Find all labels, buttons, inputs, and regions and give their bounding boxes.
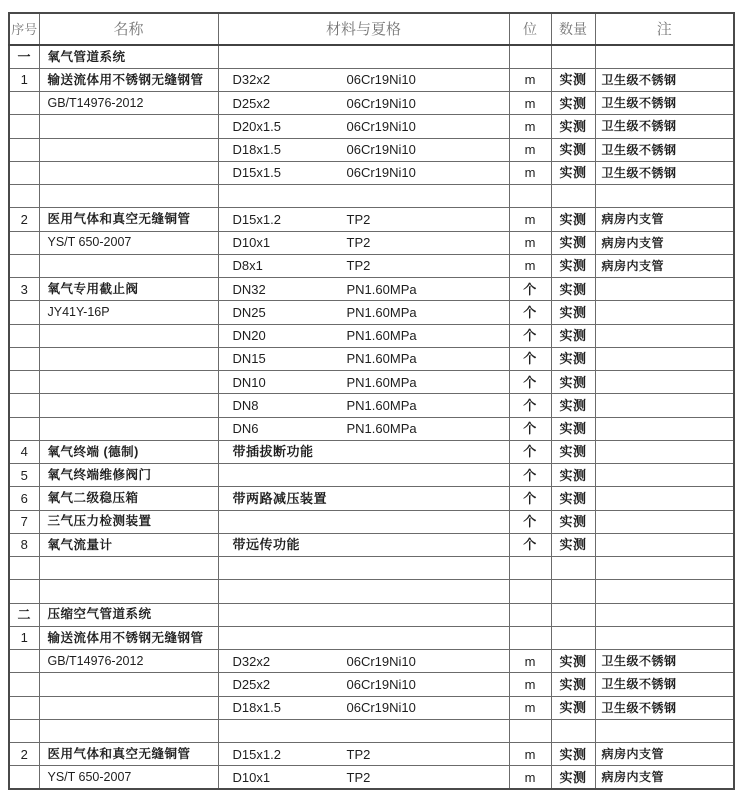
table-row: [9, 92, 734, 115]
cell-quantity: 实测: [551, 696, 595, 719]
cell-unit: m: [509, 254, 551, 277]
material-value: TP2: [346, 258, 371, 274]
cell-note: [595, 301, 734, 324]
cell-name: 氧气二级稳压箱: [39, 487, 218, 510]
spec-value: D32x2: [232, 653, 271, 669]
spec-value: DN20: [232, 328, 266, 344]
material-value: PN1.60MPa: [346, 351, 417, 367]
cell-material-spec: [218, 115, 509, 138]
spec-value: D32x2: [232, 72, 271, 88]
cell-quantity: [551, 580, 595, 603]
header-row: [9, 13, 734, 45]
cell-serial-no: 2: [9, 208, 39, 231]
cell-material-spec: [218, 673, 509, 696]
cell-unit: 个: [509, 347, 551, 370]
cell-unit: 个: [509, 533, 551, 556]
cell-note: [595, 371, 734, 394]
table-row: [9, 254, 734, 277]
cell-serial-no: [9, 673, 39, 696]
cell-quantity: 实测: [551, 533, 595, 556]
table-row: [9, 371, 734, 394]
cell-quantity: 实测: [551, 417, 595, 440]
cell-unit: m: [509, 231, 551, 254]
cell-note: 卫生级不锈钢: [595, 673, 734, 696]
cell-unit: [509, 626, 551, 649]
cell-serial-no: [9, 580, 39, 603]
cell-note: 卫生级不锈钢: [595, 650, 734, 673]
cell-material-spec: [218, 324, 509, 347]
cell-serial-no: [9, 161, 39, 184]
cell-material-spec: [218, 626, 509, 649]
cell-name: GB/T14976-2012: [39, 650, 218, 673]
cell-name: [39, 185, 218, 208]
cell-unit: m: [509, 208, 551, 231]
table-row: [9, 301, 734, 324]
spec-value: D25x2: [232, 676, 271, 692]
cell-quantity: 实测: [551, 231, 595, 254]
spec-value: D15x1.5: [232, 165, 281, 181]
cell-quantity: [551, 603, 595, 626]
cell-material-spec: [218, 254, 509, 277]
cell-material-spec: [218, 371, 509, 394]
cell-note: [595, 324, 734, 347]
cell-note: 病房内支管: [595, 208, 734, 231]
table-row: [9, 185, 734, 208]
cell-serial-no: [9, 138, 39, 161]
table-row: [9, 417, 734, 440]
cell-serial-no: [9, 254, 39, 277]
table-row: [9, 394, 734, 417]
cell-material-spec: [218, 696, 509, 719]
table-row: [9, 743, 734, 766]
spec-value: 带插拔断功能: [232, 444, 314, 460]
table-row: [9, 580, 734, 603]
cell-quantity: [551, 719, 595, 742]
cell-name: [39, 254, 218, 277]
col-header-serial-no: 序号: [9, 13, 39, 45]
material-value: PN1.60MPa: [346, 328, 417, 344]
cell-unit: 个: [509, 301, 551, 324]
cell-quantity: 实测: [551, 464, 595, 487]
cell-name: 氧气终端维修阀门: [39, 464, 218, 487]
table-row: [9, 138, 734, 161]
table-row: [9, 650, 734, 673]
cell-note: 卫生级不锈钢: [595, 68, 734, 91]
cell-material-spec: [218, 301, 509, 324]
cell-serial-no: 3: [9, 278, 39, 301]
cell-note: [595, 45, 734, 68]
cell-note: [595, 487, 734, 510]
material-value: 06Cr19Ni10: [346, 118, 416, 134]
material-spec-table: [8, 12, 735, 790]
cell-name: [39, 394, 218, 417]
cell-name: 压缩空气管道系统: [39, 603, 218, 626]
cell-unit: [509, 557, 551, 580]
cell-name: [39, 371, 218, 394]
cell-material-spec: [218, 278, 509, 301]
cell-serial-no: [9, 185, 39, 208]
cell-material-spec: [218, 394, 509, 417]
cell-name: [39, 719, 218, 742]
material-value: 06Cr19Ni10: [346, 676, 416, 692]
cell-name: JY41Y-16P: [39, 301, 218, 324]
cell-quantity: [551, 45, 595, 68]
cell-quantity: 实测: [551, 324, 595, 347]
table-header: [9, 13, 734, 45]
cell-name: [39, 138, 218, 161]
cell-serial-no: [9, 371, 39, 394]
cell-note: [595, 417, 734, 440]
cell-unit: m: [509, 766, 551, 789]
spec-value: D15x1.2: [232, 746, 281, 762]
material-value: 06Cr19Ni10: [346, 165, 416, 181]
table-row: [9, 161, 734, 184]
cell-unit: 个: [509, 464, 551, 487]
cell-unit: 个: [509, 487, 551, 510]
cell-quantity: 实测: [551, 138, 595, 161]
cell-unit: m: [509, 696, 551, 719]
spec-value: D15x1.2: [232, 211, 281, 227]
spec-value: DN6: [232, 421, 259, 437]
cell-note: 病房内支管: [595, 254, 734, 277]
table-row: [9, 533, 734, 556]
material-value: TP2: [346, 769, 371, 785]
col-header-name: 名称: [39, 13, 218, 45]
cell-serial-no: 6: [9, 487, 39, 510]
cell-material-spec: [218, 533, 509, 556]
cell-quantity: 实测: [551, 743, 595, 766]
cell-unit: m: [509, 743, 551, 766]
cell-name: 氧气流量计: [39, 533, 218, 556]
cell-quantity: 实测: [551, 371, 595, 394]
cell-note: 病房内支管: [595, 766, 734, 789]
cell-serial-no: [9, 115, 39, 138]
table-row: [9, 673, 734, 696]
spec-value: D10x1: [232, 235, 271, 251]
cell-serial-no: 1: [9, 626, 39, 649]
cell-quantity: 实测: [551, 650, 595, 673]
cell-unit: m: [509, 673, 551, 696]
cell-name: YS/T 650-2007: [39, 766, 218, 789]
cell-serial-no: [9, 324, 39, 347]
cell-name: 氧气终端 (德制): [39, 440, 218, 463]
spec-value: D18x1.5: [232, 700, 281, 716]
table-row: [9, 510, 734, 533]
cell-name: 医用气体和真空无缝铜管: [39, 743, 218, 766]
cell-serial-no: [9, 766, 39, 789]
cell-material-spec: [218, 68, 509, 91]
cell-serial-no: [9, 719, 39, 742]
cell-unit: 个: [509, 324, 551, 347]
cell-material-spec: [218, 510, 509, 533]
cell-quantity: 实测: [551, 92, 595, 115]
material-value: PN1.60MPa: [346, 304, 417, 320]
cell-name: [39, 324, 218, 347]
cell-quantity: 实测: [551, 254, 595, 277]
cell-serial-no: [9, 347, 39, 370]
cell-quantity: 实测: [551, 394, 595, 417]
col-header-quantity: 数量: [551, 13, 595, 45]
cell-serial-no: 一: [9, 45, 39, 68]
cell-unit: [509, 603, 551, 626]
spec-value: D18x1.5: [232, 142, 281, 158]
cell-serial-no: [9, 696, 39, 719]
cell-material-spec: [218, 347, 509, 370]
cell-material-spec: [218, 92, 509, 115]
cell-material-spec: [218, 208, 509, 231]
cell-note: [595, 557, 734, 580]
material-value: 06Cr19Ni10: [346, 72, 416, 88]
table-row: [9, 68, 734, 91]
cell-material-spec: [218, 487, 509, 510]
table-row: [9, 487, 734, 510]
cell-quantity: 实测: [551, 115, 595, 138]
cell-name: [39, 161, 218, 184]
cell-note: 卫生级不锈钢: [595, 92, 734, 115]
cell-serial-no: [9, 650, 39, 673]
cell-unit: m: [509, 115, 551, 138]
cell-unit: [509, 719, 551, 742]
cell-material-spec: [218, 603, 509, 626]
cell-quantity: 实测: [551, 161, 595, 184]
col-header-material-spec: 材料与夏格: [218, 13, 509, 45]
spec-value: 带两路减压装置: [232, 490, 328, 506]
spec-value: DN10: [232, 374, 266, 390]
cell-material-spec: [218, 766, 509, 789]
table-row: [9, 324, 734, 347]
cell-unit: 个: [509, 440, 551, 463]
cell-material-spec: [218, 185, 509, 208]
cell-material-spec: [218, 580, 509, 603]
cell-name: YS/T 650-2007: [39, 231, 218, 254]
cell-unit: 个: [509, 510, 551, 533]
cell-note: 卫生级不锈钢: [595, 696, 734, 719]
cell-name: [39, 417, 218, 440]
cell-unit: m: [509, 161, 551, 184]
cell-material-spec: [218, 743, 509, 766]
cell-serial-no: 8: [9, 533, 39, 556]
material-value: PN1.60MPa: [346, 374, 417, 390]
cell-serial-no: [9, 417, 39, 440]
cell-material-spec: [218, 440, 509, 463]
cell-name: 氧气专用截止阀: [39, 278, 218, 301]
cell-material-spec: [218, 719, 509, 742]
cell-quantity: [551, 557, 595, 580]
cell-note: 卫生级不锈钢: [595, 161, 734, 184]
cell-name: [39, 696, 218, 719]
spec-value: D8x1: [232, 258, 263, 274]
cell-serial-no: 5: [9, 464, 39, 487]
cell-quantity: 实测: [551, 766, 595, 789]
cell-quantity: 实测: [551, 68, 595, 91]
cell-quantity: 实测: [551, 278, 595, 301]
cell-material-spec: [218, 231, 509, 254]
spec-value: DN8: [232, 397, 259, 413]
cell-note: 病房内支管: [595, 743, 734, 766]
material-value: PN1.60MPa: [346, 281, 417, 297]
cell-note: 卫生级不锈钢: [595, 138, 734, 161]
drawing-sheet: [8, 12, 735, 790]
cell-name: [39, 673, 218, 696]
cell-unit: 个: [509, 394, 551, 417]
table-row: [9, 626, 734, 649]
cell-unit: m: [509, 138, 551, 161]
cell-quantity: 实测: [551, 673, 595, 696]
cell-unit: [509, 45, 551, 68]
table-row: [9, 603, 734, 626]
cell-note: [595, 580, 734, 603]
table-row: [9, 45, 734, 68]
cell-name: 三气压力检测装置: [39, 510, 218, 533]
cell-quantity: 实测: [551, 510, 595, 533]
cell-quantity: 实测: [551, 347, 595, 370]
cell-unit: 个: [509, 278, 551, 301]
cell-quantity: 实测: [551, 487, 595, 510]
material-value: PN1.60MPa: [346, 397, 417, 413]
cell-note: [595, 533, 734, 556]
table-row: [9, 231, 734, 254]
cell-name: 医用气体和真空无缝铜管: [39, 208, 218, 231]
cell-name: 氧气管道系统: [39, 45, 218, 68]
material-value: PN1.60MPa: [346, 421, 417, 437]
material-value: 06Cr19Ni10: [346, 653, 416, 669]
cell-serial-no: 二: [9, 603, 39, 626]
cell-quantity: 实测: [551, 440, 595, 463]
spec-value: 带远传功能: [232, 537, 301, 553]
cell-unit: 个: [509, 371, 551, 394]
cell-note: [595, 719, 734, 742]
material-value: 06Cr19Ni10: [346, 142, 416, 158]
cell-material-spec: [218, 650, 509, 673]
col-header-unit: 位: [509, 13, 551, 45]
cell-note: [595, 464, 734, 487]
cell-unit: [509, 580, 551, 603]
cell-serial-no: [9, 92, 39, 115]
cell-serial-no: 7: [9, 510, 39, 533]
cell-note: [595, 185, 734, 208]
material-value: TP2: [346, 211, 371, 227]
table-row: [9, 278, 734, 301]
spec-value: DN25: [232, 304, 266, 320]
table-row: [9, 696, 734, 719]
cell-material-spec: [218, 161, 509, 184]
cell-name: [39, 347, 218, 370]
cell-note: [595, 278, 734, 301]
cell-name: 输送流体用不锈钢无缝钢管: [39, 68, 218, 91]
cell-quantity: 实测: [551, 301, 595, 324]
cell-unit: 个: [509, 417, 551, 440]
spec-value: D25x2: [232, 95, 271, 111]
cell-note: [595, 347, 734, 370]
cell-name: 输送流体用不锈钢无缝钢管: [39, 626, 218, 649]
cell-material-spec: [218, 557, 509, 580]
cell-note: 卫生级不锈钢: [595, 115, 734, 138]
cell-name: [39, 115, 218, 138]
cell-note: [595, 394, 734, 417]
material-value: 06Cr19Ni10: [346, 700, 416, 716]
material-value: TP2: [346, 235, 371, 251]
cell-name: [39, 557, 218, 580]
cell-quantity: [551, 185, 595, 208]
cell-name: GB/T14976-2012: [39, 92, 218, 115]
material-value: TP2: [346, 746, 371, 762]
cell-unit: m: [509, 68, 551, 91]
cell-note: [595, 626, 734, 649]
table-row: [9, 557, 734, 580]
material-value: 06Cr19Ni10: [346, 95, 416, 111]
cell-note: 病房内支管: [595, 231, 734, 254]
cell-serial-no: [9, 557, 39, 580]
spec-value: DN15: [232, 351, 266, 367]
table-row: [9, 440, 734, 463]
cell-note: [595, 603, 734, 626]
spec-value: D20x1.5: [232, 118, 281, 134]
cell-unit: m: [509, 650, 551, 673]
cell-material-spec: [218, 45, 509, 68]
cell-serial-no: [9, 231, 39, 254]
cell-quantity: [551, 626, 595, 649]
cell-serial-no: 2: [9, 743, 39, 766]
spec-value: DN32: [232, 281, 266, 297]
cell-note: [595, 440, 734, 463]
table-row: [9, 115, 734, 138]
cell-note: [595, 510, 734, 533]
cell-serial-no: 4: [9, 440, 39, 463]
cell-quantity: 实测: [551, 208, 595, 231]
table-body: [9, 45, 734, 789]
cell-serial-no: [9, 394, 39, 417]
cell-name: [39, 580, 218, 603]
cell-material-spec: [218, 138, 509, 161]
spec-value: D10x1: [232, 769, 271, 785]
cell-material-spec: [218, 464, 509, 487]
table-row: [9, 208, 734, 231]
cell-material-spec: [218, 417, 509, 440]
table-row: [9, 464, 734, 487]
cell-unit: [509, 185, 551, 208]
table-row: [9, 347, 734, 370]
cell-serial-no: [9, 301, 39, 324]
cell-serial-no: 1: [9, 68, 39, 91]
table-row: [9, 766, 734, 789]
table-row: [9, 719, 734, 742]
col-header-note: 注: [595, 13, 734, 45]
cell-unit: m: [509, 92, 551, 115]
